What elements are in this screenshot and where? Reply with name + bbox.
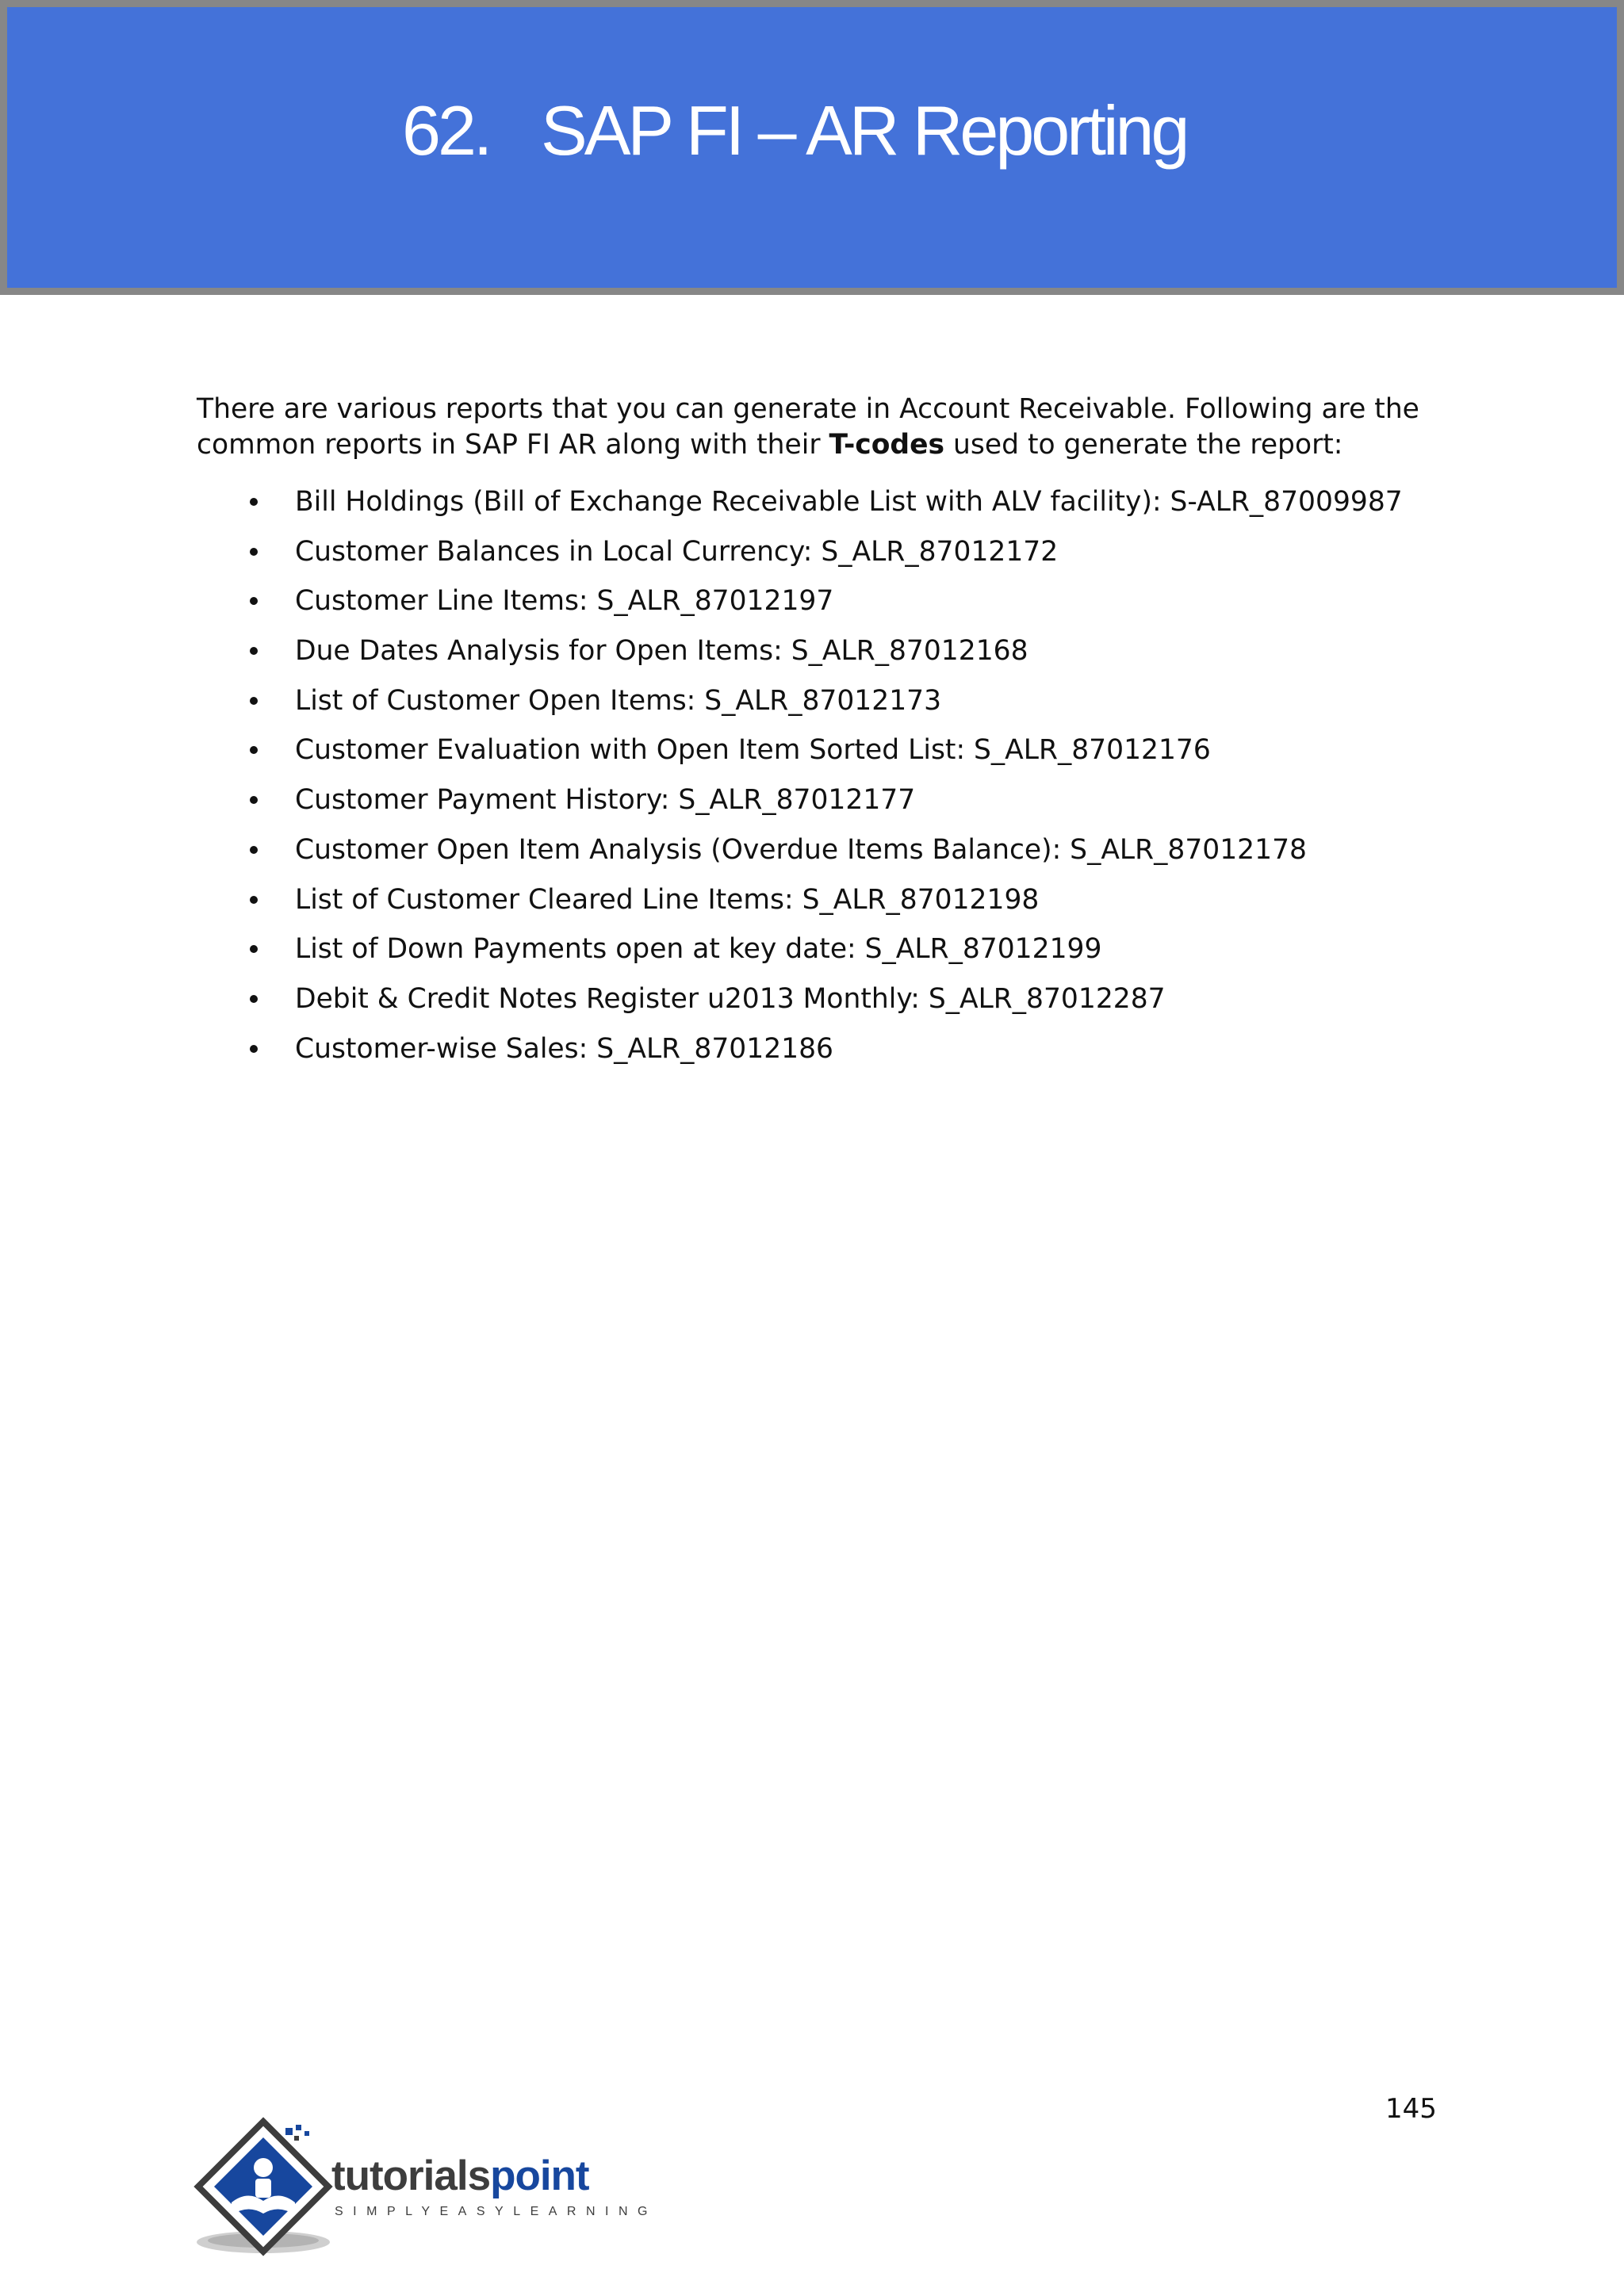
- bullet-icon: [250, 498, 258, 506]
- chapter-title-text: SAP FI – AR Reporting: [541, 91, 1187, 170]
- report-list-item: [197, 929, 1465, 979]
- report-list-item: [197, 830, 1465, 880]
- report-item-text: Bill Holdings (Bill of Exchange Receivable List with ALV facility): S-ALR_87009987: [295, 486, 1403, 518]
- bullet-icon: [250, 548, 258, 556]
- report-item-text: List of Customer Open Items: S_ALR_87012173: [295, 684, 942, 717]
- chapter-number: 62.: [402, 91, 490, 170]
- report-item-text: Debit & Credit Notes Register u2013 Monthly: S_ALR_87012287: [295, 982, 1166, 1015]
- chapter-header-band: [0, 0, 1624, 295]
- report-list-item: [197, 681, 1465, 731]
- report-list-item: [197, 880, 1465, 930]
- report-list-item: [197, 780, 1465, 830]
- intro-text-after: used to generate the report:: [944, 429, 1343, 461]
- report-item-text: Customer Evaluation with Open Item Sorted List: S_ALR_87012176: [295, 734, 1211, 767]
- report-list-item: [197, 532, 1465, 582]
- bullet-icon: [250, 597, 258, 605]
- report-list: [197, 482, 1465, 1078]
- chapter-title: [402, 91, 1187, 170]
- bullet-icon: [250, 846, 258, 854]
- logo-tagline: SIMPLYEASYLEARNING: [335, 2205, 657, 2218]
- intro-text-before: There are various reports that you can generate in Account Receivable. Following are the common reports in SAP FI AR along with their: [197, 393, 1419, 461]
- report-item-text: List of Down Payments open at key date: S_ALR_87012199: [295, 933, 1102, 966]
- bullet-icon: [250, 697, 258, 705]
- bullet-icon: [250, 995, 258, 1003]
- report-list-item: [197, 1029, 1465, 1079]
- logo-wordmark: [331, 2152, 589, 2199]
- report-item-text: Customer Open Item Analysis (Overdue Items Balance): S_ALR_87012178: [295, 833, 1307, 866]
- bullet-icon: [250, 647, 258, 655]
- report-list-item: [197, 581, 1465, 631]
- report-list-item: [197, 482, 1465, 532]
- intro-paragraph: [197, 392, 1450, 463]
- logo-word-tutorials: tutorials: [331, 2152, 491, 2199]
- report-list-item: [197, 730, 1465, 780]
- bullet-icon: [250, 945, 258, 953]
- report-item-text: List of Customer Cleared Line Items: S_ALR_87012198: [295, 883, 1040, 916]
- page-number: 145: [1385, 2093, 1437, 2125]
- report-item-text: Due Dates Analysis for Open Items: S_ALR_87012168: [295, 635, 1028, 668]
- report-item-text: Customer Balances in Local Currency: S_ALR_87012172: [295, 535, 1059, 568]
- bullet-icon: [250, 746, 258, 754]
- logo-word-point: point: [490, 2152, 589, 2199]
- report-item-text: Customer-wise Sales: S_ALR_87012186: [295, 1032, 833, 1065]
- report-item-text: Customer Line Items: S_ALR_87012197: [295, 585, 834, 618]
- report-item-text: Customer Payment History: S_ALR_87012177: [295, 784, 916, 817]
- bullet-icon: [250, 1045, 258, 1053]
- bullet-icon: [250, 896, 258, 904]
- logo-emblem-icon: [190, 2117, 341, 2260]
- bullet-icon: [250, 796, 258, 804]
- report-list-item: [197, 979, 1465, 1029]
- report-list-item: [197, 631, 1465, 681]
- tutorialspoint-logo: [190, 2117, 666, 2260]
- intro-bold-tcodes: T-codes: [829, 429, 945, 461]
